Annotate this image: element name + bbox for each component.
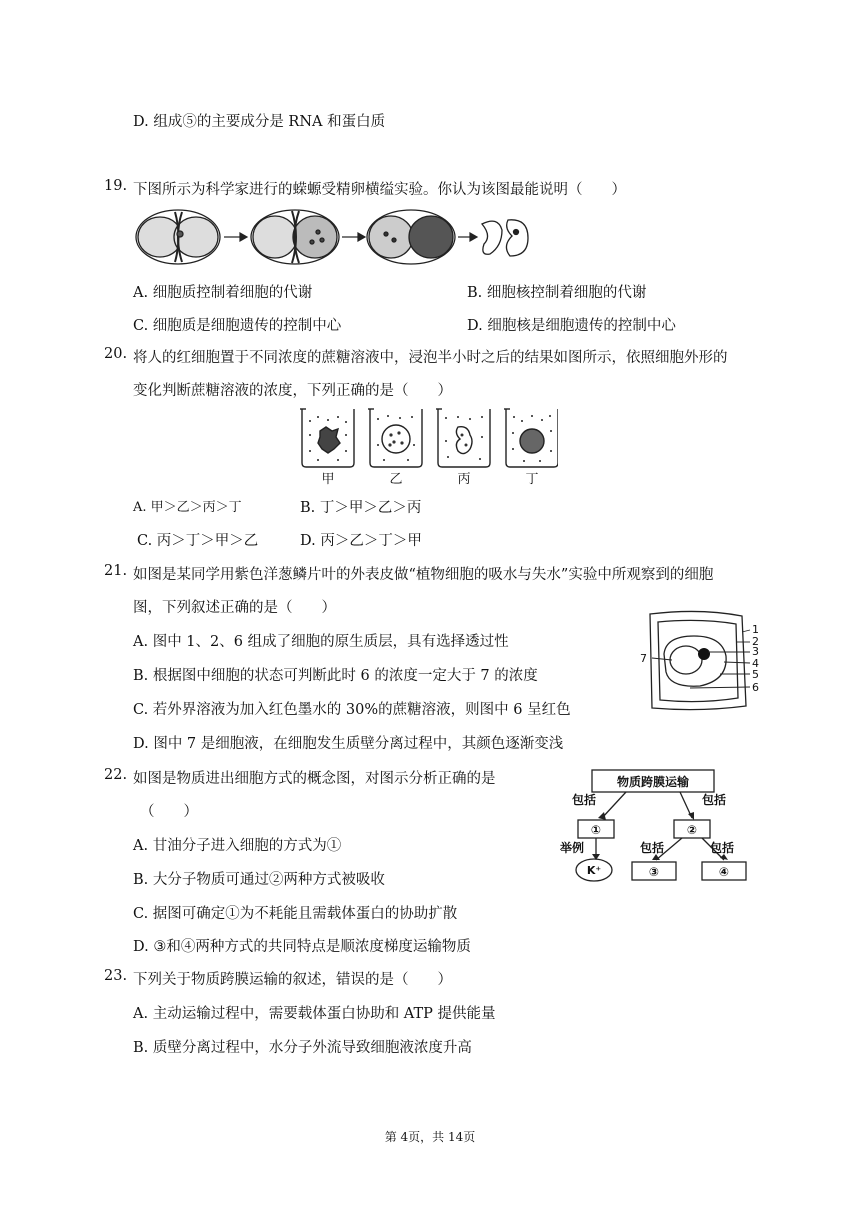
q22-option-c: C. 据图可确定①为不耗能且需载体蛋白的协助扩散	[133, 906, 458, 922]
label-2: 2	[752, 635, 759, 648]
page-footer: 第 4页，共 14页	[384, 1130, 476, 1144]
beaker-label-ding: 丁	[525, 472, 539, 487]
q21-stem-line2: 图，下列叙述正确的是（ ）	[133, 600, 336, 616]
embryo-stage-4	[482, 220, 528, 256]
concept-node-4: ④	[718, 865, 730, 879]
label-7: 7	[640, 652, 647, 665]
concept-include-left: 包括	[572, 793, 597, 807]
label-3: 3	[752, 645, 759, 658]
q20-option-b: B. 丁＞甲＞乙＞丙	[300, 500, 422, 516]
beaker-jia	[300, 409, 354, 467]
q21-number: 21.	[104, 563, 128, 579]
q20-stem-line1: 将人的红细胞置于不同浓度的蔗糖溶液中，浸泡半小时之后的结果如图所示，依照细胞外形的	[133, 350, 728, 366]
concept-include-right: 包括	[702, 793, 727, 807]
beaker-label-bing: 丙	[457, 472, 471, 487]
plasmolysis-cell-figure	[630, 610, 770, 714]
beaker-label-jia: 甲	[321, 472, 335, 487]
concept-include-l2: 包括	[640, 841, 665, 855]
q19-option-a: A. 细胞质控制着细胞的代谢	[133, 285, 313, 301]
q23-number: 23.	[104, 968, 128, 984]
egg-stage-3	[367, 210, 455, 264]
concept-example: 举例	[560, 841, 585, 855]
q23-stem: 下列关于物质跨膜运输的叙述，错误的是（ ）	[133, 972, 452, 988]
beaker-bing	[436, 409, 490, 467]
egg-stage-1	[136, 210, 220, 264]
q19-option-b: B. 细胞核控制着细胞的代谢	[467, 285, 647, 301]
q21-option-c: C. 若外界溶液为加入红色墨水的 30%的蔗糖溶液，则图中 6 呈红色	[133, 702, 571, 718]
q19-number: 19.	[104, 178, 128, 194]
label-1: 1	[752, 623, 759, 636]
q22-option-d: D. ③和④两种方式的共同特点是顺浓度梯度运输物质	[133, 939, 471, 955]
q20-stem-line2: 变化判断蔗糖溶液的浓度，下列正确的是（ ）	[133, 383, 452, 399]
label-5: 5	[752, 668, 759, 681]
q19-option-c: C. 细胞质是细胞遗传的控制中心	[133, 318, 342, 334]
concept-include-r2: 包括	[710, 841, 735, 855]
q22-stem-line2: （ ）	[140, 804, 198, 820]
concept-top: 物质跨膜运输	[616, 775, 690, 789]
newt-egg-ligation-figure	[130, 206, 530, 268]
beaker-ding	[504, 409, 558, 467]
q21-option-b: B. 根据图中细胞的状态可判断此时 6 的浓度一定大于 7 的浓度	[133, 668, 538, 684]
q22-stem-line1: 如图是物质进出细胞方式的概念图，对图示分析正确的是	[133, 771, 496, 787]
red-cell-beakers-figure	[298, 405, 558, 487]
beaker-label-yi: 乙	[389, 472, 403, 487]
concept-node-3: ③	[648, 865, 660, 879]
q20-option-c: C. 丙＞丁＞甲＞乙	[137, 533, 259, 549]
concept-node-1: ①	[590, 823, 602, 837]
q23-option-b: B. 质壁分离过程中，水分子外流导致细胞液浓度升高	[133, 1040, 472, 1056]
concept-ion: K⁺	[586, 864, 602, 877]
concept-node-2: ②	[686, 823, 698, 837]
q22-number: 22.	[104, 767, 128, 783]
q20-option-a: A. 甲＞乙＞丙＞丁	[133, 500, 242, 515]
q22-option-a: A. 甘油分子进入细胞的方式为①	[133, 838, 342, 854]
beaker-yi	[368, 409, 422, 467]
membrane-transport-concept-map	[556, 768, 756, 886]
q21-option-d: D. 图中 7 是细胞液，在细胞发生质壁分离过程中，其颜色逐渐变浅	[133, 736, 564, 752]
q19-stem: 下图所示为科学家进行的蝾螈受精卵横缢实验。你认为该图最能说明（ ）	[133, 182, 626, 198]
egg-stage-2	[251, 210, 339, 264]
label-6: 6	[752, 681, 759, 694]
q19-option-d: D. 细胞核是细胞遗传的控制中心	[467, 318, 676, 334]
q23-option-a: A. 主动运输过程中，需要载体蛋白协助和 ATP 提供能量	[133, 1006, 496, 1022]
q18-option-d: D. 组成⑤的主要成分是 RNA 和蛋白质	[133, 114, 386, 130]
q20-number: 20.	[104, 346, 128, 362]
q21-option-a: A. 图中 1、2、6 组成了细胞的原生质层，具有选择透过性	[133, 634, 509, 650]
q21-stem-line1: 如图是某同学用紫色洋葱鳞片叶的外表皮做“植物细胞的吸水与失水”实验中所观察到的细胞	[133, 567, 714, 583]
q20-option-d: D. 丙＞乙＞丁＞甲	[300, 533, 422, 549]
label-4: 4	[752, 657, 759, 670]
q22-option-b: B. 大分子物质可通过②两种方式被吸收	[133, 872, 385, 888]
